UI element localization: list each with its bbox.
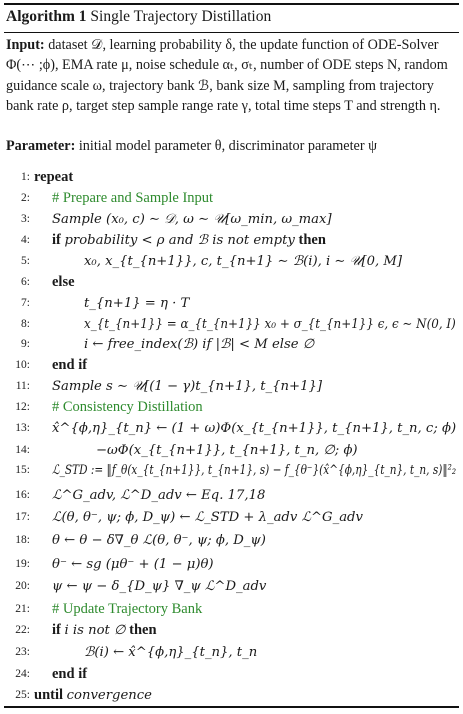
line-number: 16: [15, 489, 30, 501]
line-number: 7: [21, 297, 30, 309]
line-body [52, 599, 202, 619]
line-text: θ ← θ − δ∇_θ ℒ(θ, θ⁻, ψ; ϕ, D_ψ) [52, 533, 266, 548]
line-number: 14: [15, 444, 30, 456]
line-text: convergence [66, 688, 152, 703]
line-number: 5: [21, 255, 30, 267]
line-text: x₀, x_{t_{n+1}}, c, t_{n+1} ∼ ℬ(i), i ∼ 𝒰[0, M] [84, 254, 403, 269]
line-body [84, 642, 257, 663]
line-body [52, 355, 87, 375]
line-body [34, 685, 152, 706]
line-comment: # Prepare and Sample Input [52, 190, 214, 206]
line-number: 20: [15, 580, 30, 592]
line-text: i is not ∅ [64, 623, 126, 638]
line-comment: # Update Trajectory Bank [52, 601, 203, 617]
line-keyword: end if [52, 666, 88, 682]
line-body [52, 620, 157, 641]
line-number: 4: [21, 234, 30, 246]
line-text: ℒ_STD := ‖f_θ(x_{t_{n+1}}, t_{n+1}, s) − f_{θ⁻}(x̂^{ϕ,η}_{t_n}, t_n, s)‖²₂ [52, 463, 457, 478]
line-body [52, 418, 456, 439]
line-number: 1: [21, 171, 30, 183]
caption-rule [4, 32, 459, 33]
line-body [84, 251, 402, 272]
line-body [52, 530, 266, 551]
line-body [52, 507, 363, 528]
line-keyword-then: then [298, 232, 326, 248]
line-body [52, 188, 213, 208]
algorithm-caption [6, 8, 271, 26]
line-number: 18: [15, 534, 30, 546]
line-keyword: else [52, 274, 75, 290]
algorithm-label: Algorithm 1 [6, 8, 87, 25]
line-number: 11: [15, 380, 30, 392]
line-body [52, 664, 87, 684]
line-number: 17: [15, 511, 30, 523]
input-label: Input: [6, 37, 45, 53]
algorithm-box [4, 3, 459, 709]
line-keyword: until [34, 687, 64, 703]
line-body [52, 460, 456, 481]
line-number: 23: [15, 646, 30, 658]
line-number: 3: [21, 213, 30, 225]
line-text: ℒ(θ, θ⁻, ψ; ϕ, D_ψ) ← ℒ_STD + λ_adv ℒ^G_adv [52, 510, 363, 525]
line-number: 9: [21, 338, 30, 350]
line-number: 6: [21, 276, 30, 288]
line-number: 2: [21, 192, 30, 204]
line-body [84, 334, 314, 355]
line-body [52, 272, 75, 292]
line-text: Sample s ∼ 𝒰[(1 − γ)t_{n+1}, t_{n+1}] [52, 379, 323, 394]
line-text: i ← free_index(ℬ) if |ℬ| < M else ∅ [84, 337, 315, 352]
line-number: 24: [15, 668, 30, 680]
line-number: 8: [21, 318, 30, 330]
line-keyword: end if [52, 357, 88, 373]
line-number: 19: [15, 558, 30, 570]
line-number: 12: [15, 401, 30, 413]
line-body [96, 440, 358, 461]
line-body [52, 376, 322, 397]
line-body [52, 576, 266, 597]
line-body [52, 209, 332, 230]
line-keyword-then: then [129, 622, 157, 638]
algorithm-title: Single Trajectory Distillation [90, 8, 272, 25]
line-number: 10: [15, 359, 30, 371]
parameter-text: initial model parameter θ, discriminator parameter ψ [78, 138, 377, 154]
line-number: 22: [15, 624, 30, 636]
line-body [52, 397, 203, 417]
line-text: ℬ(i) ← x̂^{ϕ,η}_{t_n}, t_n [84, 645, 258, 660]
line-text: ℒ^G_adv, ℒ^D_adv ← Eq. 17,18 [52, 488, 266, 503]
line-body [52, 554, 214, 575]
line-number: 13: [15, 422, 30, 434]
line-text: ψ ← ψ − δ_{D_ψ} ∇_ψ ℒ^D_adv [52, 579, 267, 594]
line-body [84, 314, 456, 335]
line-text: x_{t_{n+1}} = α_{t_{n+1}} x₀ + σ_{t_{n+1}} ϵ, ϵ ∼ N(0, I) [84, 317, 456, 332]
line-text: probability < ρ and ℬ is not empty [64, 233, 295, 248]
line-text: Sample (x₀, c) ∼ 𝒟, ω ∼ 𝒰[ω_min, ω_max] [52, 212, 332, 227]
line-text: t_{n+1} = η · T [84, 296, 190, 311]
line-body [84, 293, 189, 314]
line-keyword: if [52, 622, 61, 638]
line-comment: # Consistency Distillation [52, 399, 203, 415]
line-body [34, 167, 73, 187]
line-body [52, 230, 326, 251]
line-number: 21: [15, 603, 30, 615]
input-description [6, 35, 458, 116]
bottom-rule [4, 706, 459, 708]
parameter-description [6, 136, 458, 156]
line-text: x̂^{ϕ,η}_{t_n} ← (1 + ω)Φ(x_{t_{n+1}}, t_{n+1}, t_n, c; ϕ) [52, 421, 457, 436]
line-number: 15: [15, 464, 30, 476]
parameter-label: Parameter: [6, 138, 76, 154]
line-body [52, 485, 265, 506]
line-text: θ⁻ ← sg (μθ⁻ + (1 − μ)θ) [52, 557, 214, 572]
input-text: dataset 𝒟, learning probability δ, the update function of ODE-Solver Φ(⋯ ;ϕ), EMA rate μ, noise schedule αₜ, σₜ, number of ODE steps N, random guidance scale ω, trajectory bank ℬ, bank size M, sampling from trajectory bank rate ρ, target step sample range rate γ, total time steps T and strength η. [6, 37, 448, 114]
line-keyword: if [52, 232, 61, 248]
line-number: 25: [15, 689, 30, 701]
top-rule [4, 3, 459, 5]
line-text: −ωΦ(x_{t_{n+1}}, t_{n+1}, t_n, ∅; ϕ) [96, 443, 358, 458]
line-keyword: repeat [34, 169, 74, 185]
